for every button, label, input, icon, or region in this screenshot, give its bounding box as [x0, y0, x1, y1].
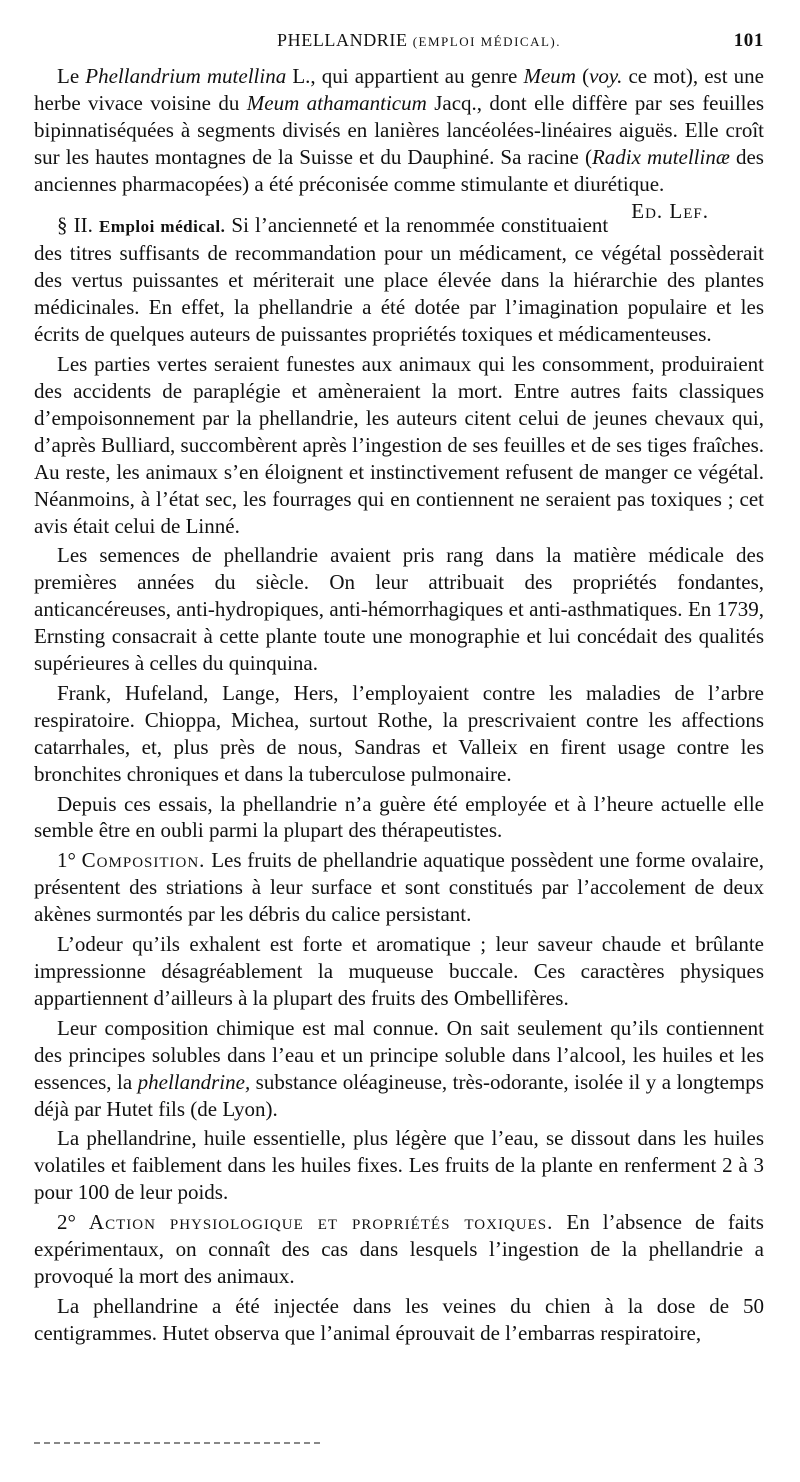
running-title — [34, 30, 764, 51]
chimique-text-1: Leur composition chimique est mal connue. On sait seulement qu’ils contiennent des principes solubles dans l’eau et un principe soluble dans l’alcool, les huiles et les essences, la — [34, 1015, 764, 1094]
author-signature: Ed. Lef. — [631, 198, 709, 223]
body-text — [34, 63, 764, 1347]
running-title-sub: (EMPLOI MÉDICAL). — [412, 34, 561, 49]
intro-species-name: Phellandrium mutellina — [85, 64, 287, 88]
composition-text: Les fruits de phellandrie aquatique possèdent une forme ovalaire, présentent des striations à leur surface et sont constitués par l’accolement de deux akènes surmontés par les débris du calice persistant. — [34, 848, 765, 927]
intro-meum-athamanticum: Meum athamanticum — [246, 90, 427, 115]
section-ii-paragraph — [34, 212, 764, 349]
paragraph-injectee: La phellandrine a été injectée dans les veines du chien à la dose de 50 centigrammes. Hutet observa que l’animal éprouvait de l’embarras respiratoire, — [34, 1293, 764, 1345]
paragraph-composition-chimique — [34, 1015, 764, 1123]
footer-rule — [34, 1442, 320, 1444]
intro-text-3: ( — [575, 64, 590, 88]
action-number: 2° — [57, 1210, 89, 1235]
chimique-text-2: substance oléagineuse, très-odorante, isolée il y a longtemps déjà par Hutet fils (de Lyon). — [34, 1069, 764, 1121]
action-text: En l’absence de faits expérimentaux, on connaît des cas dans lesquels l’ingestion de la phellandrie a provoqué la mort des animaux. — [34, 1210, 764, 1288]
paragraph-depuis: Depuis ces essais, la phellandrie n’a guère été employée et à l’heure actuelle elle semble être en oubli parmi la plupart des thérapeutistes. — [34, 791, 764, 843]
running-title-main: PHELLANDRIE — [277, 30, 408, 50]
paragraph-phellandrine: La phellandrine, huile essentielle, plus légère que l’eau, se dissout dans les huiles volatiles et faiblement dans les huiles fixes. Les fruits de la plante en renferment 2 à 3 pour 100 de leur poids. — [34, 1126, 764, 1205]
intro-radix-mutellinae: Radix mutellinæ — [591, 144, 730, 169]
paragraph-composition — [34, 847, 764, 928]
page-number: 101 — [733, 30, 764, 51]
paragraph-frank: Frank, Hufeland, Lange, Hers, l’employaient contre les maladies de l’arbre respiratoire. Chioppa, Michea, surtout Rothe, la prescrivaient contre les affections catarrhales, et, plus près de nous, Sandras et Valleix en firent usage contre les bronchites chroniques et dans la tuberculose pulmonaire. — [34, 680, 764, 786]
intro-text-5: Jacq., dont elle diffère par ses feuilles bipinnatiséquées à segments divisés en lanières lancéolées-linéaires aiguës. Elle croît sur les hautes montagnes de la Suisse et du Dauphiné. Sa racine ( — [34, 90, 765, 169]
composition-number: 1° — [57, 848, 82, 873]
paragraph-semences: Les semences de phellandrie avaient pris rang dans la matière médicale des premières années du siècle. On leur attribuait des propriétés fondantes, anticancéreuses, anti-hydropiques, anti-hémorrhagiques et anti-asthmatiques. En 1739, Ernsting consacrait à cette plante toute une monographie et lui concédait des qualités supérieures à celles du quinquina. — [34, 543, 764, 676]
intro-text-6: des anciennes pharmacopées) a été préconisée comme stimulante et diurétique. — [34, 144, 764, 196]
chimique-phellandrine: phellandrine, — [137, 1069, 251, 1094]
running-head — [34, 30, 764, 52]
action-heading: Action physiologique et propriétés toxiques. — [88, 1210, 554, 1235]
intro-text-4: ce mot), est une herbe vivace voisine du — [34, 64, 764, 115]
intro-text-2: L., qui appartient au genre — [286, 64, 524, 88]
intro-voy: voy. — [589, 64, 623, 88]
intro-paragraph — [34, 63, 765, 223]
paragraph-odeur: L’odeur qu’ils exhalent est forte et aromatique ; leur saveur chaude et brûlante impressionne désagréablement la muqueuse buccale. Ces caractères physiques appartiennent d’ailleurs à la plupart des fruits des Ombellifères. — [34, 932, 764, 1010]
composition-heading: Composition. — [81, 848, 206, 873]
section-ii-text: Si l’ancienneté et la renommée constituaient des titres suffisants de recommandation pour un médicament, ce végétal possèderait des vertus puissantes et mériterait une place élevée dans la hiérarchie des plantes médicinales. En effet, la phellandrie a été dotée par l’imagination populaire et les écrits de quelques auteurs de puissantes propriétés toxiques et médicamenteuses. — [34, 212, 764, 347]
section-mark: § II. — [57, 212, 93, 237]
intro-text-1: Le — [57, 64, 86, 88]
paragraph-action — [34, 1209, 764, 1290]
intro-genus-name: Meum — [523, 64, 576, 88]
section-heading: Emploi médical. — [98, 216, 226, 236]
paragraph-parties-vertes: Les parties vertes seraient funestes aux animaux qui les consomment, produiraient des accidents de paraplégie et amèneraient la mort. Entre autres faits classiques d’empoisonnement par la phellandrie, les auteurs citent celui de jeunes chevaux qui, d’après Bulliard, succombèrent après l’ingestion de ses feuilles et de ses tiges fraîches. Au reste, les animaux s’en éloignent et instinctivement refusent de manger ce végétal. Néanmoins, à l’état sec, les fourrages qui en contiennent ne seraient pas toxiques ; cet avis était celui de Linné. — [34, 352, 764, 538]
